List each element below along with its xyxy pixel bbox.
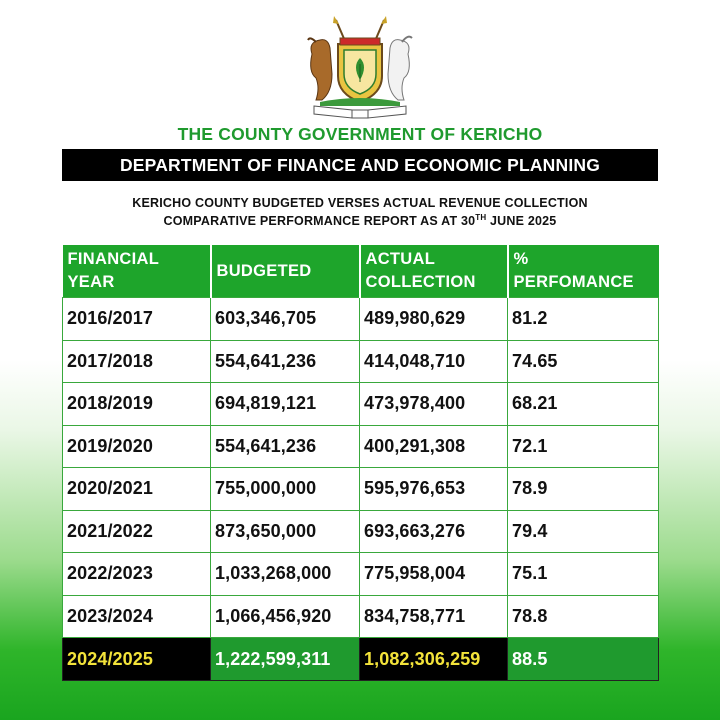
cell-actual: 775,958,004	[360, 553, 508, 596]
cell-performance: 78.9	[508, 468, 659, 511]
header-performance-line1: %	[513, 250, 529, 268]
table-row	[63, 425, 659, 468]
department-banner	[62, 149, 658, 181]
cell-performance: 81.2	[508, 298, 659, 341]
cell-year: 2020/2021	[63, 468, 211, 511]
cell-year: 2022/2023	[63, 553, 211, 596]
cell-budgeted: 755,000,000	[211, 468, 360, 511]
table-row	[63, 595, 659, 638]
cell-actual: 834,758,771	[360, 595, 508, 638]
header-financial-year-line2: YEAR	[67, 273, 115, 291]
county-coat-of-arms-logo	[298, 14, 422, 120]
cell-performance: 79.4	[508, 510, 659, 553]
cell-performance: 78.8	[508, 595, 659, 638]
department-title: DEPARTMENT OF FINANCE AND ECONOMIC PLANNING	[119, 154, 601, 175]
header-budgeted	[211, 245, 360, 298]
cell-budgeted: 603,346,705	[211, 298, 360, 341]
header-performance-line2: PERFOMANCE	[513, 273, 634, 291]
cell-performance: 68.21	[508, 383, 659, 426]
cell-actual: 414,048,710	[360, 340, 508, 383]
cell-year: 2021/2022	[63, 510, 211, 553]
report-title-prefix: COMPARATIVE PERFORMANCE REPORT AS AT 30	[163, 214, 476, 229]
cell-performance: 74.65	[508, 340, 659, 383]
revenue-table	[62, 245, 659, 681]
cell-actual: 595,976,653	[360, 468, 508, 511]
cell-year: 2019/2020	[63, 425, 211, 468]
cell-year: 2023/2024	[63, 595, 211, 638]
cell-budgeted: 1,066,456,920	[211, 595, 360, 638]
table-row	[63, 468, 659, 511]
table-row-highlighted	[63, 638, 659, 681]
cell-actual: 693,663,276	[360, 510, 508, 553]
header-actual-line2: COLLECTION	[365, 273, 476, 291]
cell-actual: 473,978,400	[360, 383, 508, 426]
report-title-line2	[0, 213, 720, 228]
header-actual-line1: ACTUAL	[365, 250, 436, 268]
table-header-row	[63, 245, 659, 298]
cell-year: 2017/2018	[63, 340, 211, 383]
cell-year: 2016/2017	[63, 298, 211, 341]
cell-budgeted: 1,222,599,311	[211, 638, 360, 681]
report-title-line1: KERICHO COUNTY BUDGETED VERSES ACTUAL REVENUE COLLECTION	[132, 196, 588, 210]
cell-year: 2018/2019	[63, 383, 211, 426]
cell-budgeted: 554,641,236	[211, 340, 360, 383]
header-actual-collection	[360, 245, 508, 298]
table-row	[63, 553, 659, 596]
cell-performance: 75.1	[508, 553, 659, 596]
cell-actual: 489,980,629	[360, 298, 508, 341]
cell-performance: 88.5	[508, 638, 659, 681]
county-title: THE COUNTY GOVERNMENT OF KERICHO	[177, 124, 543, 144]
cell-actual: 1,082,306,259	[360, 638, 508, 681]
cell-actual: 400,291,308	[360, 425, 508, 468]
table-row	[63, 340, 659, 383]
report-title-superscript: TH	[475, 213, 487, 222]
table-row	[63, 383, 659, 426]
header-financial-year-line1: FINANCIAL	[67, 250, 160, 268]
header-financial-year	[63, 245, 211, 298]
cell-budgeted: 554,641,236	[211, 425, 360, 468]
cell-budgeted: 873,650,000	[211, 510, 360, 553]
cell-budgeted: 694,819,121	[211, 383, 360, 426]
cell-year: 2024/2025	[63, 638, 211, 681]
table-row	[63, 298, 659, 341]
cell-budgeted: 1,033,268,000	[211, 553, 360, 596]
header-budgeted-label: BUDGETED	[216, 261, 312, 280]
cell-performance: 72.1	[508, 425, 659, 468]
table-row	[63, 510, 659, 553]
report-title-suffix: JUNE 2025	[486, 214, 557, 229]
header-performance	[508, 245, 659, 298]
